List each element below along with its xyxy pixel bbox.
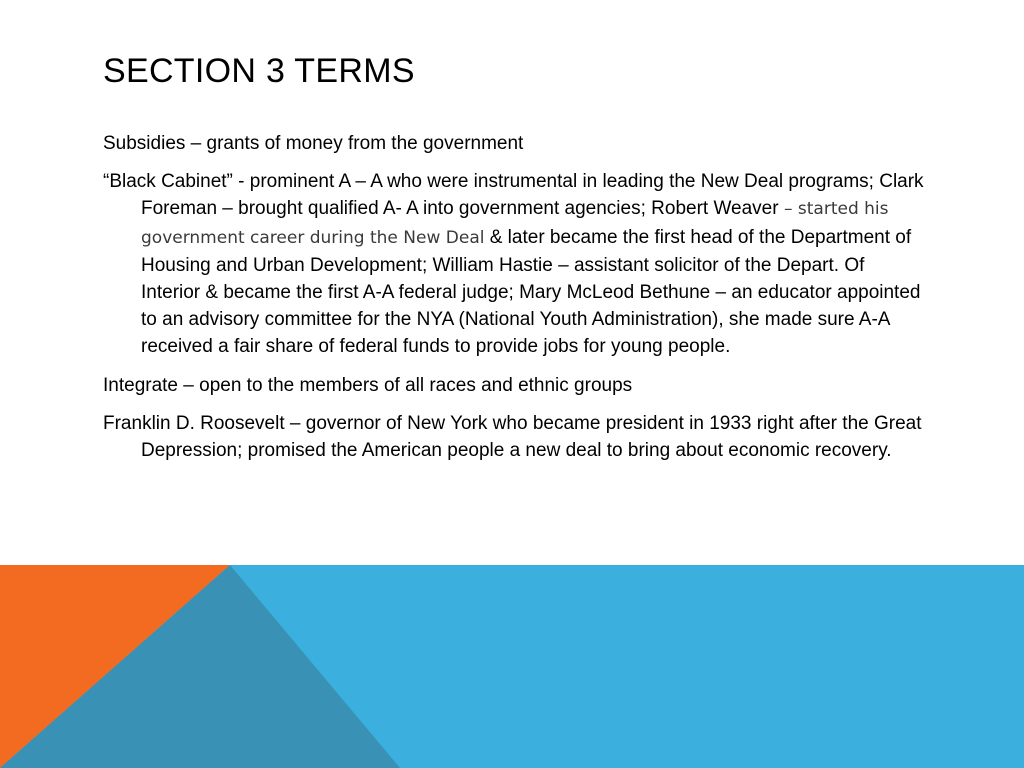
slide-body	[103, 130, 928, 475]
term-subsidies	[103, 130, 928, 157]
term-subsidies-text: Subsidies – grants of money from the government	[103, 133, 524, 154]
footer-graphic	[0, 565, 1024, 768]
term-fdr-text: Franklin D. Roosevelt – governor of New York who became president in 1933 right after the Great Depression; promised the American people a new deal to bring about economic recovery.	[103, 412, 922, 462]
slide-title: SECTION 3 TERMS	[103, 52, 415, 90]
term-black-cabinet-part3: & later became the first head of the Department of Housing and Urban Development; William Hastie – assistant solicitor of the Depart. Of Interior & became the first A-A federal judge; Mary McLeod Bethune – an educator appointed to an advisory committee for the NYA (National Youth Administration), she made sure A-A received a fair share of federal funds to provide jobs for young people.	[141, 226, 921, 358]
term-black-cabinet	[103, 168, 928, 360]
term-integrate	[103, 372, 928, 399]
term-black-cabinet-part1: “Black Cabinet” - prominent A – A who were instrumental in leading the New Deal programs; Clark Foreman – brought qualified A- A into government agencies; Robert Weaver	[103, 171, 924, 220]
term-black-cabinet-part2: – started his government career during the New Deal	[141, 199, 889, 248]
term-fdr	[103, 410, 928, 464]
term-integrate-text: Integrate – open to the members of all races and ethnic groups	[103, 374, 633, 396]
footer-decoration	[0, 565, 1024, 768]
